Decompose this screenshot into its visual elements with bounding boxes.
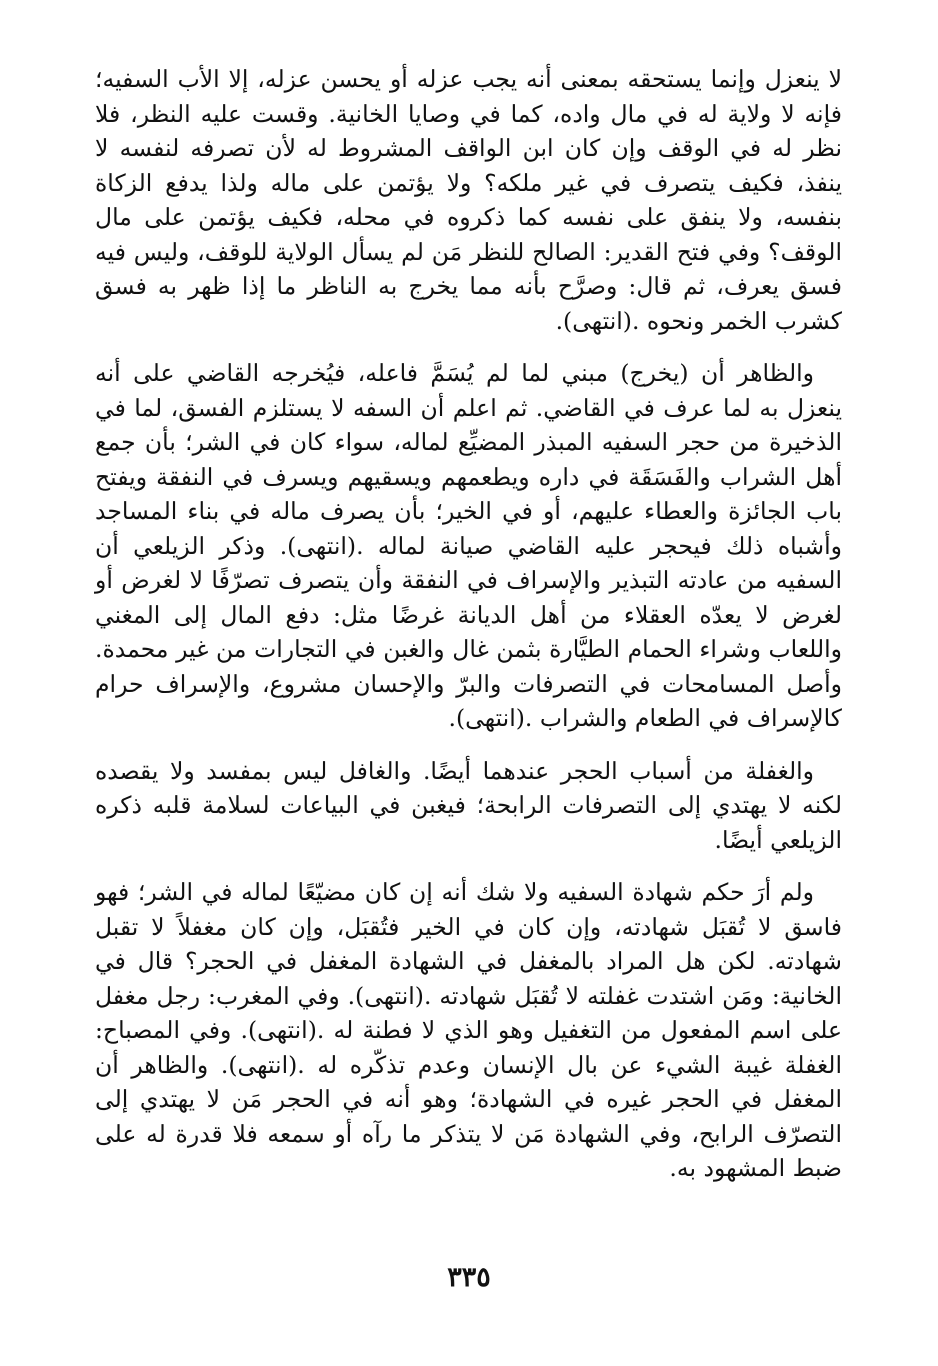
paragraph-1: لا ينعزل وإنما يستحقه بمعنى أنه يجب عزله أو يحسن عزله، إلا الأب السفيه؛ فإنه لا ولاية له في مال واده، كما في وصايا الخانية. وقست عليه النظر، فلا نظر له في الوقف وإن كان ابن الواقف المشروط له لأن تصرفه لنفسه لا ينفذ، فكيف يتصرف في غير ملكه؟ ولا يؤتمن على ماله ولذا يدفع الزكاة بنفسه، ولا ينفق على نفسه كما ذكروه في محله، فكيف يؤتمن على مال الوقف؟ وفي فتح القدير: الصالح للنظر مَن لم يسأل الولاية للوقف، وليس فيه فسق يعرف، ثم قال: وصرَّح بأنه مما يخرج به الناظر ما إذا ظهر به فسق كشرب الخمر ونحوه .(انتهى). bbox=[95, 65, 842, 335]
paragraph-2: والظاهر أن (يخرج) مبني لما لم يُسَمَّ فاعله، فيُخرجه القاضي على أنه ينعزل به لما عرف في القاضي. ثم اعلم أن السفه لا يستلزم الفسق، لما في الذخيرة من حجر السفيه المبذر المضيِّع لماله، سواء كان في الشر؛ بأن جمع أهل الشراب والفَسَقَة في داره ويطعمهم ويسقيهم ويسرف في النفقة ويفتح باب الجائزة والعطاء عليهم، أو في الخير؛ بأن يصرف ماله في بناء المساجد وأشباه ذلك فيحجر عليه القاضي صيانة لماله .(انتهى). وذكر الزيلعي أن السفيه من عادته التبذير والإسراف في النفقة وأن يتصرف تصرّفًا لا لغرض أو لغرض لا يعدّه العقلاء من أهل الديانة غرضًا مثل: دفع المال إلى المغني واللعاب وشراء الحمام الطيَّارة بثمن غال والغبن في التجارات من غير محمدة. وأصل المسامحات في التصرفات والبرّ والإحسان مشروع، والإسراف حرام كالإسراف في الطعام والشراب .(انتهى). bbox=[95, 359, 842, 732]
page-number: ٣٣٥ bbox=[447, 1262, 491, 1293]
body-text bbox=[95, 62, 842, 1186]
paragraph-3: والغفلة من أسباب الحجر عندهما أيضًا. والغافل ليس بمفسد ولا يقصده لكنه لا يهتدي إلى التصرفات الرابحة؛ فيغبن في البياعات لسلامة قلبه ذكره الزيلعي أيضًا. bbox=[95, 756, 842, 854]
paragraph-4: ولم أرَ حكم شهادة السفيه ولا شك أنه إن كان مضيّعًا لماله في الشر؛ فهو فاسق لا تُقبَل شهادته، وإن كان في الخير فتُقبَل، وإن كان مغفلاً لا تقبل شهادته. لكن هل المراد بالمغفل في الشهادة المغفل في الحجر؟ قال في الخانية: ومَن اشتدت غفلته لا تُقبَل شهادته .(انتهى). وفي المغرب: رجل مغفل على اسم المفعول من التغفيل وهو الذي لا فطنة له .(انتهى). وفي المصباح: الغفلة غيبة الشيء عن بال الإنسان وعدم تذكّره له .(انتهى). والظاهر أن المغفل في الحجر غيره في الشهادة؛ وهو أنه في الحجر مَن لا يهتدي إلى التصرّف الرابح، وفي الشهادة مَن لا يتذكر ما رآه أو سمعه فلا قدرة له على ضبط المشهود به. bbox=[95, 878, 842, 1182]
